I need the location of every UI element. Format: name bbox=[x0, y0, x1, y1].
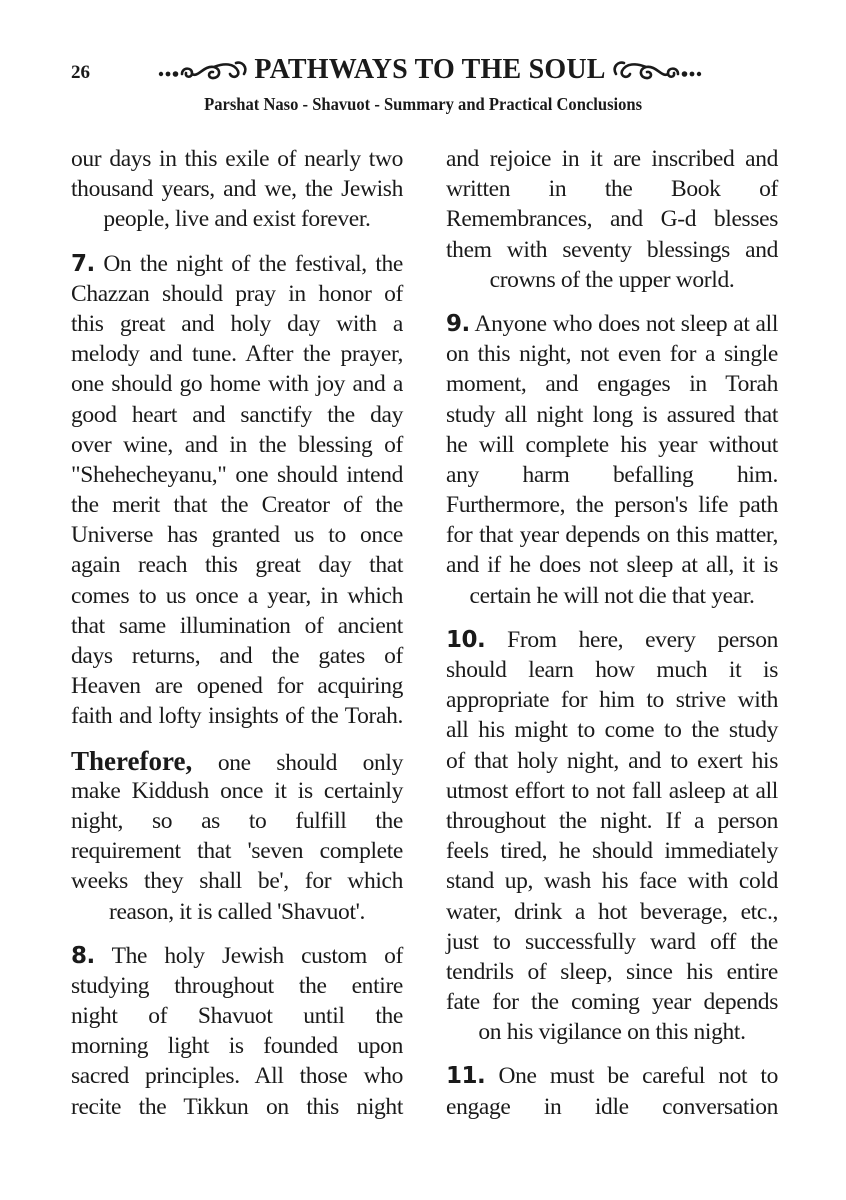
text-line bbox=[71, 309, 403, 339]
text-line bbox=[446, 897, 778, 927]
line-text: Universe has granted us to once bbox=[71, 522, 403, 549]
text-line bbox=[71, 550, 403, 580]
text-line bbox=[446, 430, 778, 460]
page-number: 26 bbox=[71, 62, 90, 83]
line-text: good heart and sanctify the day bbox=[71, 401, 403, 428]
text-line bbox=[71, 1092, 403, 1122]
paragraph bbox=[71, 249, 403, 732]
text-line bbox=[71, 581, 403, 611]
line-text: of that holy night, and to exert his bbox=[446, 747, 778, 774]
text-line bbox=[71, 971, 403, 1001]
item-number: 9. bbox=[446, 310, 470, 337]
line-text: them with seventy blessings and bbox=[446, 236, 778, 263]
text-line bbox=[446, 369, 778, 399]
line-text: Heaven are opened for acquiring bbox=[71, 673, 403, 700]
text-line bbox=[71, 174, 403, 204]
text-line bbox=[446, 806, 778, 836]
line-text: Furthermore, the person's life path bbox=[446, 492, 778, 519]
text-line bbox=[446, 1061, 778, 1091]
text-line bbox=[71, 1001, 403, 1031]
paragraph bbox=[71, 746, 403, 927]
line-text: comes to us once a year, in which bbox=[71, 582, 403, 609]
line-text: this great and holy day with a bbox=[71, 310, 403, 337]
line-text: that same illumination of ancient bbox=[71, 612, 403, 639]
text-line bbox=[446, 957, 778, 987]
text-line bbox=[446, 174, 778, 204]
line-text: make Kiddush once it is certainly bbox=[71, 777, 403, 804]
line-text: Anyone who does not sleep at all bbox=[474, 310, 778, 337]
line-text: any harm befalling him. bbox=[446, 461, 778, 488]
line-text: all his might to come to the study bbox=[446, 717, 778, 744]
text-line bbox=[71, 806, 403, 836]
line-text: and if he does not sleep at all, it is bbox=[446, 552, 778, 579]
text-line bbox=[446, 265, 778, 295]
line-text: one should only bbox=[217, 749, 403, 776]
text-line bbox=[446, 581, 778, 611]
text-line bbox=[71, 144, 403, 174]
text-line bbox=[446, 715, 778, 745]
text-line bbox=[446, 625, 778, 655]
text-line bbox=[446, 144, 778, 174]
line-text: our days in this exile of nearly two bbox=[71, 146, 403, 172]
item-number: 7. bbox=[71, 250, 95, 277]
paragraph bbox=[446, 144, 778, 295]
running-head bbox=[130, 52, 730, 88]
line-text: again reach this great day that bbox=[71, 552, 403, 579]
paragraph bbox=[446, 1061, 778, 1121]
text-line bbox=[71, 1061, 403, 1091]
text-line bbox=[446, 400, 778, 430]
text-line bbox=[71, 460, 403, 490]
text-line bbox=[446, 866, 778, 896]
line-text: fate for the coming year depends bbox=[446, 989, 778, 1016]
line-text: moment, and engages in Torah bbox=[446, 371, 778, 398]
text-line bbox=[446, 655, 778, 685]
line-text: for that year depends on this matter, bbox=[446, 522, 778, 549]
text-line bbox=[71, 746, 403, 776]
line-text: on his vigilance on this night. bbox=[478, 1019, 746, 1046]
text-line bbox=[446, 1092, 778, 1122]
text-line bbox=[446, 204, 778, 234]
text-line bbox=[71, 866, 403, 896]
text-line bbox=[446, 550, 778, 580]
line-text: study all night long is assured that bbox=[446, 401, 778, 428]
line-text: Remembrances, and G-d blesses bbox=[446, 206, 778, 233]
text-line bbox=[71, 701, 403, 731]
text-line bbox=[446, 309, 778, 339]
line-text: melody and tune. After the prayer, bbox=[71, 341, 403, 368]
right-column bbox=[446, 144, 778, 1136]
line-text: stand up, wash his face with cold bbox=[446, 868, 778, 895]
line-text: "Shehecheyanu," one should intend bbox=[71, 461, 403, 488]
line-text: people, live and exist forever. bbox=[103, 206, 371, 233]
text-line bbox=[71, 776, 403, 806]
paragraph bbox=[71, 144, 403, 235]
line-text: The holy Jewish custom of bbox=[111, 942, 404, 969]
line-text: feels tired, he should immediately bbox=[446, 838, 778, 865]
line-text: over wine, and in the blessing of bbox=[71, 431, 403, 458]
left-column bbox=[71, 144, 403, 1136]
running-title: PATHWAYS TO THE SOUL bbox=[254, 54, 606, 85]
line-text: one should go home with joy and a bbox=[71, 371, 403, 398]
line-text: studying throughout the entire bbox=[71, 972, 403, 999]
lead-word: Therefore, bbox=[71, 745, 193, 776]
line-text: throughout the night. If a person bbox=[446, 807, 778, 834]
line-text: days returns, and the gates of bbox=[71, 643, 403, 669]
text-line bbox=[71, 941, 403, 971]
text-line bbox=[446, 746, 778, 776]
line-text: faith and lofty insights of the Torah. bbox=[71, 703, 403, 730]
line-text: Chazzan should pray in honor of bbox=[71, 280, 403, 307]
text-line bbox=[71, 339, 403, 369]
text-line bbox=[446, 520, 778, 550]
line-text: utmost effort to not fall asleep at all bbox=[446, 777, 778, 804]
line-text: just to successfully ward off the bbox=[446, 928, 778, 955]
line-text: engage in idle conversation bbox=[446, 1093, 778, 1120]
text-line bbox=[446, 460, 778, 490]
text-line bbox=[71, 279, 403, 309]
line-text: certain he will not die that year. bbox=[469, 582, 755, 609]
item-number: 8. bbox=[71, 942, 95, 969]
line-text: written in the Book of bbox=[446, 176, 778, 203]
text-line bbox=[71, 369, 403, 399]
text-line bbox=[446, 987, 778, 1017]
item-number: 10. bbox=[446, 626, 486, 653]
text-line bbox=[71, 520, 403, 550]
item-number: 11. bbox=[446, 1063, 486, 1090]
line-text: and rejoice in it are inscribed and bbox=[446, 146, 778, 172]
text-line bbox=[71, 204, 403, 234]
text-line bbox=[446, 685, 778, 715]
text-line bbox=[71, 836, 403, 866]
text-line bbox=[71, 430, 403, 460]
line-text: On the night of the festival, the bbox=[103, 250, 403, 277]
text-line bbox=[446, 836, 778, 866]
line-text: morning light is founded upon bbox=[71, 1033, 403, 1060]
text-line bbox=[446, 1017, 778, 1047]
text-line bbox=[71, 490, 403, 520]
text-line bbox=[446, 776, 778, 806]
line-text: the merit that the Creator of the bbox=[71, 492, 403, 519]
text-line bbox=[71, 1031, 403, 1061]
line-text: crowns of the upper world. bbox=[489, 266, 735, 293]
text-line bbox=[446, 490, 778, 520]
text-line bbox=[71, 671, 403, 701]
flourish-right-icon bbox=[610, 57, 702, 83]
line-text: requirement that 'seven complete bbox=[71, 838, 403, 865]
line-text: thousand years, and we, the Jewish bbox=[71, 176, 403, 203]
line-text: reason, it is called 'Shavuot'. bbox=[108, 898, 366, 925]
line-text: tendrils of sleep, since his entire bbox=[446, 958, 778, 985]
line-text: weeks they shall be', for which bbox=[71, 868, 403, 895]
line-text: on this night, not even for a single bbox=[446, 341, 778, 368]
line-text: water, drink a hot beverage, etc., bbox=[446, 898, 778, 925]
text-line bbox=[446, 235, 778, 265]
text-line bbox=[71, 897, 403, 927]
line-text: night, so as to fulfill the bbox=[71, 807, 403, 834]
line-text: One must be careful not to bbox=[498, 1063, 779, 1090]
text-line bbox=[446, 339, 778, 369]
line-text: sacred principles. All those who bbox=[71, 1063, 403, 1090]
line-text: night of Shavuot until the bbox=[71, 1003, 403, 1030]
paragraph bbox=[446, 309, 778, 611]
text-line bbox=[71, 641, 403, 671]
section-subtitle: Parshat Naso - Shavuot - Summary and Practical Conclusions bbox=[204, 94, 643, 114]
paragraph bbox=[71, 941, 403, 1122]
paragraph bbox=[446, 625, 778, 1048]
text-line bbox=[71, 249, 403, 279]
text-line bbox=[71, 611, 403, 641]
line-text: recite the Tikkun on this night bbox=[71, 1093, 403, 1120]
flourish-left-icon bbox=[158, 57, 250, 83]
line-text: he will complete his year without bbox=[446, 431, 778, 458]
line-text: should learn how much it is bbox=[446, 657, 778, 683]
text-line bbox=[71, 400, 403, 430]
line-text: From here, every person bbox=[507, 626, 778, 653]
text-line bbox=[446, 927, 778, 957]
line-text: appropriate for him to strive with bbox=[446, 687, 778, 714]
